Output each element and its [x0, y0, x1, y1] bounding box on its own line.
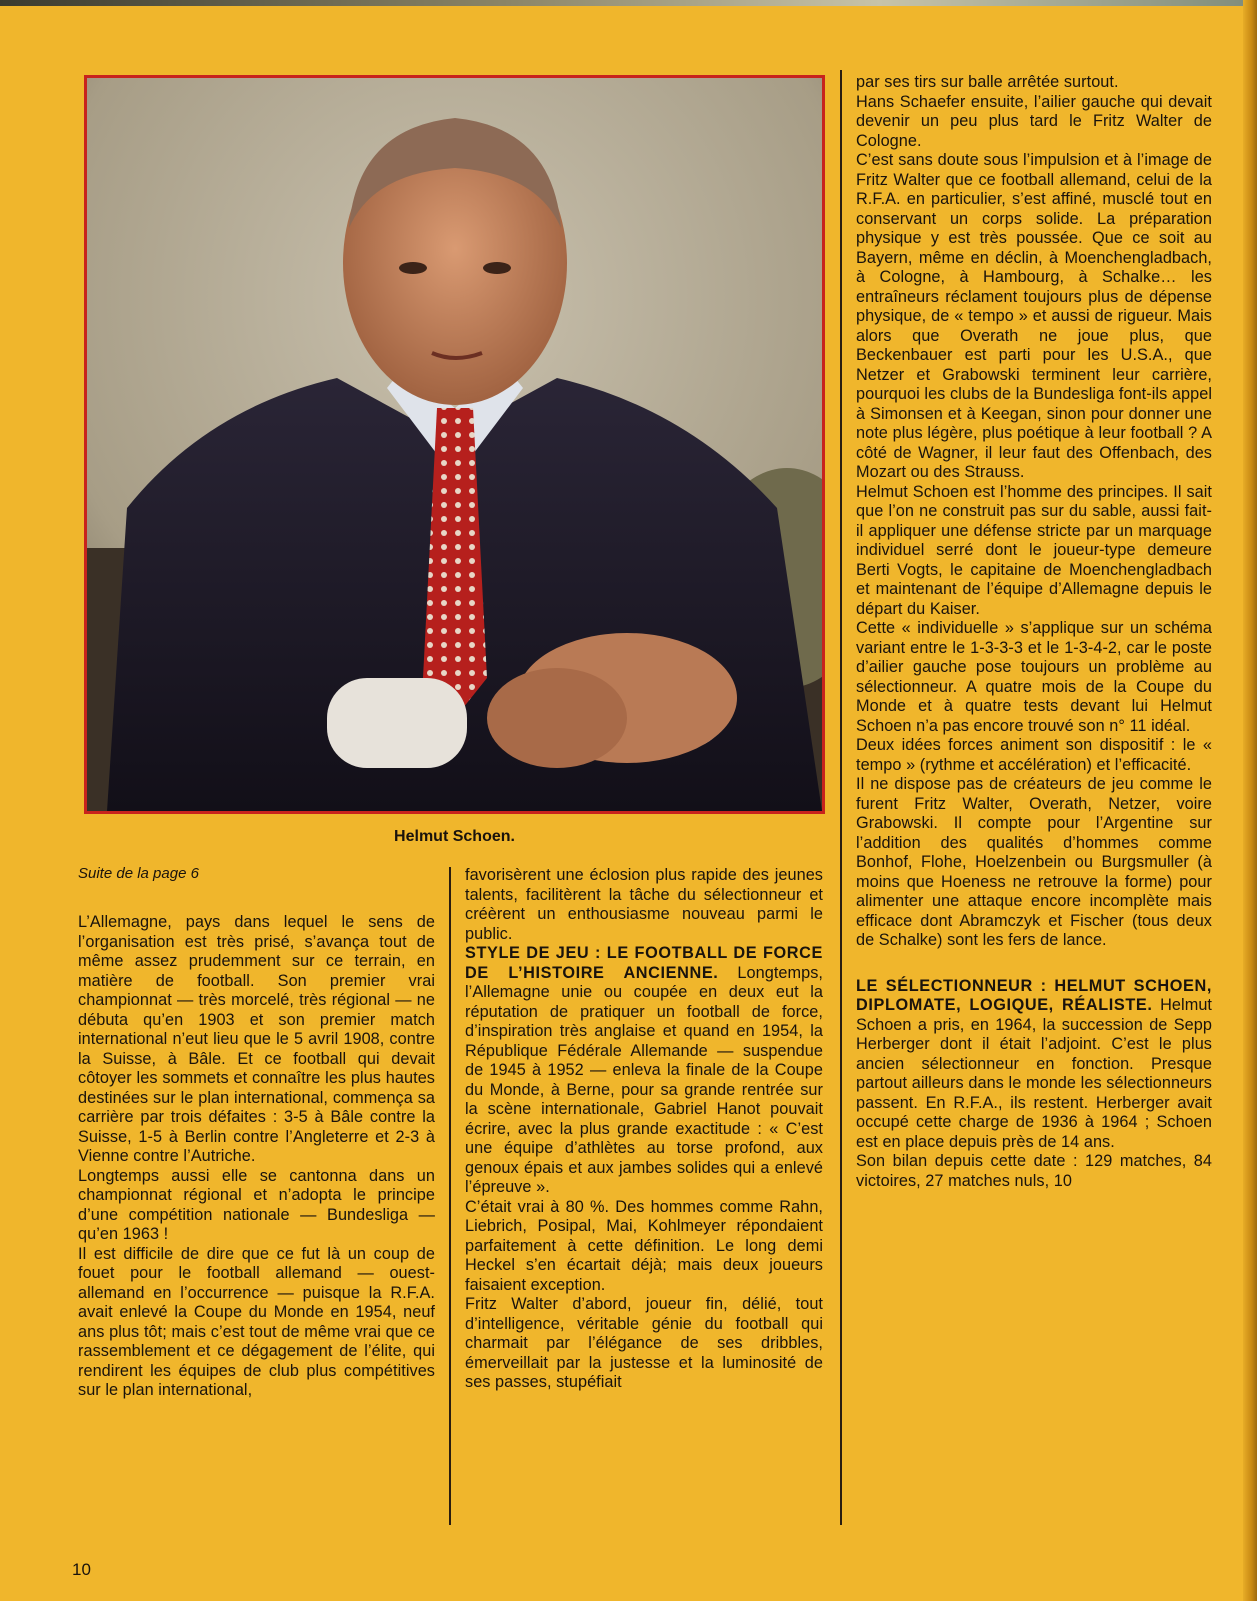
page-number: 10 [72, 1560, 91, 1579]
portrait-illustration [87, 78, 822, 811]
paragraph: par ses tirs sur balle arrêtée surtout. [856, 73, 1119, 91]
paragraph: C’est sans doute sous l’impulsion et à l’image de Fritz Walter que ce football allemand, celui de la R.F.A. en particulier, s’est affiné, musclé tout en conservant un corps solide. La préparation physique y est très poussée. Que ce soit au Bayern, même en déclin, à Moenchengladbach, à Cologne, à Hambourg, à Schalke… les entraîneurs réclament toujours plus de dépense physique, de « tempo » et aussi de rigueur. Mais alors que Overath ne joue plus, que Beckenbauer est parti pour les U.S.A., que Netzer et Grabowski terminent leur carrière, pourquoi les clubs de la Bundesliga font-ils appel à Simonsen et à Keegan, sinon pour donner une note plus légère, plus poétique à leur football ? A côté de Wagner, il leur faut des Offenbach, des Mozart ou des Strauss. [856, 151, 1212, 481]
paragraph: Son bilan depuis cette date : 129 matches, 84 victoires, 27 matches nuls, 10 [856, 1152, 1212, 1190]
paragraph: Helmut Schoen a pris, en 1964, la succession de Sepp Herberger dont il était l’adjoint. C’est le plus ancien sélectionneur en fonction. Presque partout ailleurs dans le monde les sélectionneurs passent. En R.F.A., ils restent. Herberger avait occupé cette charge de 1936 à 1964 ; Schoen est en place depuis près de 14 ans. [856, 996, 1212, 1151]
paragraph: Il est difficile de dire que ce fut là un coup de fouet pour le football allemand — ouest-allemand en l’occurrence — puisque la R.F.A. avait enlevé la Coupe du Monde en 1954, neuf ans plus tôt; mais c’est tout de même vrai que ce rassemblement et ce dégagement de l’élite, qui rendirent les équipes de club plus compétitives sur le plan international, [78, 1244, 435, 1399]
paragraph: Helmut Schoen est l’homme des principes. Il sait que l’on ne construit pas sur du sable, aussi fait-il appliquer une défense stricte par un marquage individuel serré dont le joueur-type demeure Berti Vogts, le capitaine de Moenchengladbach et maintenant de l’équipe d’Allemagne depuis le départ du Kaiser. [856, 482, 1212, 618]
page-top-edge [0, 0, 1257, 6]
paragraph: Hans Schaefer ensuite, l’ailier gauche qui devait devenir un peu plus tard le Fritz Walter de Cologne. [856, 92, 1212, 150]
paragraph: Longtemps aussi elle se cantonna dans un championnat régional et n’adopta le principe d’une compétition nationale — Bundesliga — qu’en 1963 ! [78, 1166, 435, 1243]
article-column-2 [465, 866, 823, 1393]
column-rule [449, 867, 451, 1525]
portrait-photo [84, 75, 825, 814]
article-column-3 [856, 73, 1212, 1191]
paragraph: Longtemps, l’Allemagne unie ou coupée en deux eut la réputation de pratiquer un football de force, d’inspiration très anglaise et quand en 1954, la République Fédérale Allemande — suspendue de 1945 à 1952 — enleva la finale de la Coupe du Monde, à Berne, pour sa grande rentrée sur la scène internationale, Gabriel Hanot pouvait écrire, avec la plus grande exactitude : « C’est une équipe d’athlètes au torse profond, aux genoux épais et aux jambes solides qui a enlevé l’épreuve ». [465, 963, 823, 1196]
paragraph: Il ne dispose pas de créateurs de jeu comme le furent Fritz Walter, Overath, Netzer, voire Grabowski. Il compte pour l’Argentine sur l’addition des qualités d’hommes comme Bonhof, Flohe, Hoelzenbein ou Burgsmuller (à moins que Hoeness ne retrouve la forme) pour alimenter une attaque encore incomplète mais efficace dont Abramczyk et Fischer (tous deux de Schalke) sont les fers de lance. [856, 775, 1212, 949]
paragraph: L’Allemagne, pays dans lequel le sens de l’organisation est très prisé, s’avança tout de même assez prudemment sur ce terrain, en matière de football. Son premier vrai championnat — très morcelé, très régional — ne débuta qu’en 1903 et son premier match international n’eut lieu que le 5 avril 1908, contre la Suisse, à Bâle. Et ce football qui devait côtoyer les sommets et connaître les plus hautes destinées sur le plan international, commença sa carrière par trois défaites : 3-5 à Bâle contre la Suisse, 1-5 à Berlin contre l’Angleterre et 2-3 à Vienne contre l’Autriche. [78, 913, 435, 1165]
paragraph: Cette « individuelle » s’applique sur un schéma variant entre le 1-3-3-3 et le 1-3-4-2, car le poste d’ailier gauche pose toujours un problème au sélectionneur. A quatre mois de la Coupe du Monde et à quatre tests devant lui Helmut Schoen n’a pas encore trouvé son n° 11 idéal. [856, 619, 1212, 735]
photo-caption: Helmut Schoen. [394, 828, 515, 845]
paragraph: Deux idées forces animent son dispositif : le « tempo » (rythme et accélération) et l’efficacité. [856, 736, 1212, 774]
paragraph: Fritz Walter d’abord, joueur fin, délié, tout d’intelligence, véritable génie du football qui charmait par l’élégance de ses dribbles, émerveillait par la justesse et la luminosité de ses passes, stupéfiait [465, 1295, 823, 1391]
page-right-edge [1243, 0, 1257, 1601]
paragraph: favorisèrent une éclosion plus rapide des jeunes talents, facilitèrent la tâche du sélectionneur et créèrent un enthousiasme nouveau parmi le public. [465, 866, 823, 943]
paragraph: C’était vrai à 80 %. Des hommes comme Rahn, Liebrich, Posipal, Mai, Kohlmeyer répondaient parfaitement à cette définition. Le long demi Heckel s’en écartait déjà; mais deux joueurs faisaient exception. [465, 1197, 823, 1294]
continuation-note: Suite de la page 6 [78, 865, 199, 882]
column-rule [840, 70, 842, 1525]
section-heading: LE SÉLECTIONNEUR : HELMUT SCHOEN, DIPLOMATE, LOGIQUE, RÉALISTE. [856, 976, 1212, 1014]
section-heading: STYLE DE JEU : LE FOOTBALL DE FORCE DE L’HISTOIRE ANCIENNE. [465, 944, 823, 982]
article-column-1 [78, 913, 435, 1401]
